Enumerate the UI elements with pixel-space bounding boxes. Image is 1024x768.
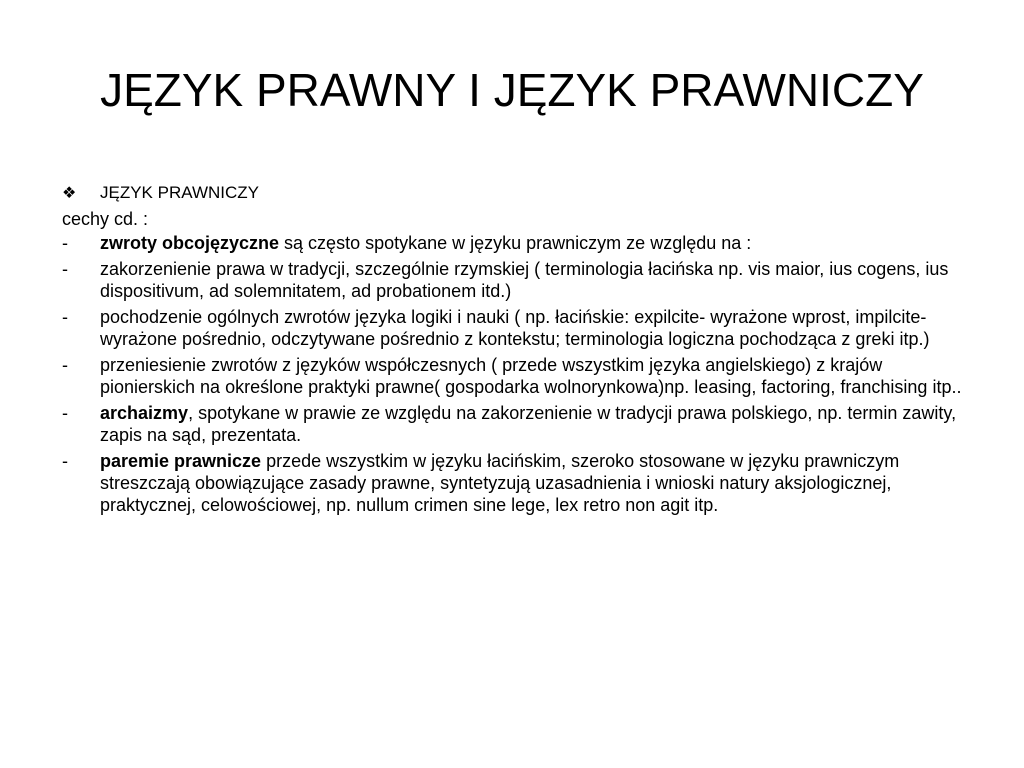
slide-content xyxy=(62,182,972,520)
feature-list xyxy=(62,232,972,516)
list-item xyxy=(62,258,972,302)
list-item xyxy=(62,450,972,516)
list-item xyxy=(62,232,972,254)
dash-marker: - xyxy=(62,233,68,253)
list-item-body: zakorzenienie prawa w tradycji, szczególnie rzymskiej ( terminologia łacińska np. vis maior, ius cogens, ius dispositivum, ad solemnitatem, ad probationem itd.) xyxy=(100,259,949,301)
dash-marker: - xyxy=(62,259,68,279)
dash-marker: - xyxy=(62,355,68,375)
list-item-body: przede wszystkim w języku łacińskim, szeroko stosowane w języku prawniczym streszczają obowiązujące zasady prawne, syntetyzują uzasadnienia i wnioski natury aksjologicznej, praktycznej, celowościowej, np. nullum crimen sine lege, lex retro non agit itp. xyxy=(100,451,900,515)
list-item-body: przeniesienie zwrotów z języków współczesnych ( przede wszystkim języka angielskiego) z krajów pionierskich na określone praktyki prawne( gospodarka wolnorynkowa)np. leasing, factoring, franchising itp.. xyxy=(100,355,962,397)
list-item-text xyxy=(100,450,972,516)
section-label: JĘZYK PRAWNICZY xyxy=(100,183,259,202)
list-item xyxy=(62,402,972,446)
dash-marker: - xyxy=(62,307,68,327)
list-item xyxy=(62,354,972,398)
list-item-text xyxy=(100,354,972,398)
slide-title: JĘZYK PRAWNY I JĘZYK PRAWNICZY xyxy=(100,64,924,116)
dash-marker: - xyxy=(62,403,68,423)
subtitle: cechy cd. : xyxy=(62,209,149,229)
list-item-text xyxy=(100,402,972,446)
dash-marker: - xyxy=(62,451,68,471)
list-item-bold: paremie prawnicze xyxy=(100,451,262,471)
list-item-bold: zwroty obcojęzyczne xyxy=(100,233,280,253)
diamond-bullet-icon: ❖ xyxy=(62,185,77,202)
list-item-text xyxy=(100,232,972,254)
list-item-body: pochodzenie ogólnych zwrotów języka logiki i nauki ( np. łacińskie: expilcite- wyrażone wprost, impilcite- wyrażone pośrednio, odczytywane pośrednio z kontekstu; terminologia logiczna pochodząca z greki itp.) xyxy=(100,307,930,349)
list-item xyxy=(62,306,972,350)
section-heading xyxy=(62,182,972,205)
list-item-text xyxy=(100,258,972,302)
list-item-body: , spotykane w prawie ze względu na zakorzenienie w tradycji prawa polskiego, np. termin zawity, zapis na sąd, prezentata. xyxy=(100,403,957,445)
list-item-bold: archaizmy xyxy=(100,403,189,423)
list-item-text xyxy=(100,306,972,350)
list-item-body: są często spotykane w języku prawniczym ze względu na : xyxy=(279,233,752,253)
